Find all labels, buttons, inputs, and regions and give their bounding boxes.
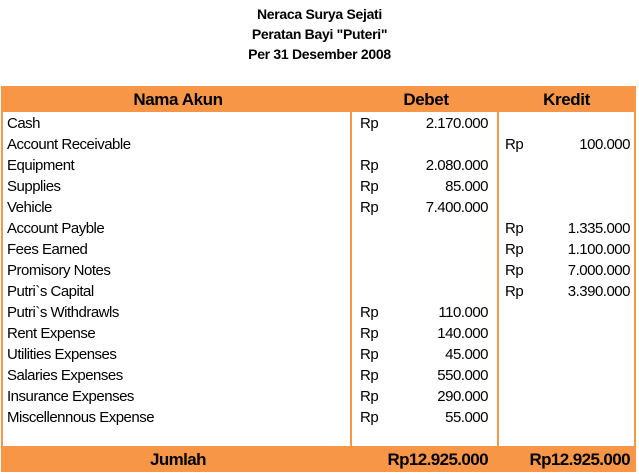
credit-amount: 1.100.000	[567, 241, 630, 258]
credit-amount: 1.335.000	[567, 220, 630, 237]
account-name: Supplies	[7, 178, 61, 195]
account-name: Putri`s Capital	[7, 283, 94, 300]
account-name: Account Payble	[7, 220, 105, 237]
header-debit: Debet	[403, 90, 449, 109]
title-company: Neraca Surya Sejati	[256, 6, 383, 22]
debit-amount: 7.400.000	[425, 199, 488, 216]
debit-currency: Rp	[360, 178, 379, 195]
debit-amount: 140.000	[437, 325, 488, 342]
table-row	[3, 113, 634, 134]
account-name: Equipment	[7, 157, 75, 174]
account-name: Rent Expense	[7, 325, 96, 342]
credit-amount: 100.000	[579, 136, 630, 153]
account-name: Vehicle	[7, 199, 52, 216]
debit-currency: Rp	[360, 157, 379, 174]
account-name: Promisory Notes	[7, 262, 111, 279]
account-name: Salaries Expenses	[7, 367, 123, 384]
credit-amount: 7.000.000	[567, 262, 630, 279]
total-credit: Rp12.925.000	[529, 450, 630, 469]
table-body	[3, 113, 634, 428]
table-row	[3, 407, 634, 428]
table-row	[3, 344, 634, 365]
table-row	[3, 281, 634, 302]
debit-amount: 290.000	[437, 388, 488, 405]
account-name: Account Receivable	[7, 136, 131, 153]
debit-currency: Rp	[360, 409, 379, 426]
debit-currency: Rp	[360, 325, 379, 342]
debit-amount: 45.000	[445, 346, 488, 363]
credit-currency: Rp	[505, 283, 524, 300]
report-title	[0, 4, 639, 64]
account-name: Utilities Expenses	[7, 346, 117, 363]
account-name: Putri`s Withdrawls	[7, 304, 119, 321]
debit-currency: Rp	[360, 304, 379, 321]
account-name: Cash	[7, 115, 41, 132]
credit-currency: Rp	[505, 241, 524, 258]
account-name: Insurance Expenses	[7, 388, 134, 405]
table-header	[3, 88, 634, 112]
debit-amount: 2.080.000	[425, 157, 488, 174]
debit-currency: Rp	[360, 199, 379, 216]
debit-amount: 2.170.000	[425, 115, 488, 132]
title-date: Per 31 Desember 2008	[248, 46, 391, 62]
debit-currency: Rp	[360, 388, 379, 405]
credit-currency: Rp	[505, 136, 524, 153]
credit-currency: Rp	[505, 262, 524, 279]
table-row	[3, 239, 634, 260]
table-row	[3, 155, 634, 176]
credit-currency: Rp	[505, 220, 524, 237]
total-label: Jumlah	[150, 450, 206, 469]
total-debit: Rp12.925.000	[387, 450, 488, 469]
account-name: Miscellennous Expense	[7, 409, 155, 426]
title-subtitle: Peratan Bayi "Puteri"	[251, 26, 388, 42]
header-credit: Kredit	[543, 90, 590, 109]
table-row	[3, 134, 634, 155]
debit-amount: 110.000	[438, 304, 488, 321]
debit-currency: Rp	[360, 367, 379, 384]
table-row	[3, 176, 634, 197]
table-row	[3, 386, 634, 407]
table-row	[3, 218, 634, 239]
debit-amount: 550.000	[437, 367, 488, 384]
credit-amount: 3.390.000	[567, 283, 630, 300]
balance-table	[1, 86, 636, 472]
debit-amount: 55.000	[445, 409, 488, 426]
debit-amount: 85.000	[445, 178, 488, 195]
table-footer	[3, 446, 634, 472]
table-row	[3, 260, 634, 281]
debit-currency: Rp	[360, 346, 379, 363]
account-name: Fees Earned	[7, 241, 88, 258]
table-row	[3, 197, 634, 218]
header-account-name: Nama Akun	[133, 90, 223, 109]
table-row	[3, 365, 634, 386]
table-row	[3, 302, 634, 323]
debit-currency: Rp	[360, 115, 379, 132]
table-row	[3, 323, 634, 344]
